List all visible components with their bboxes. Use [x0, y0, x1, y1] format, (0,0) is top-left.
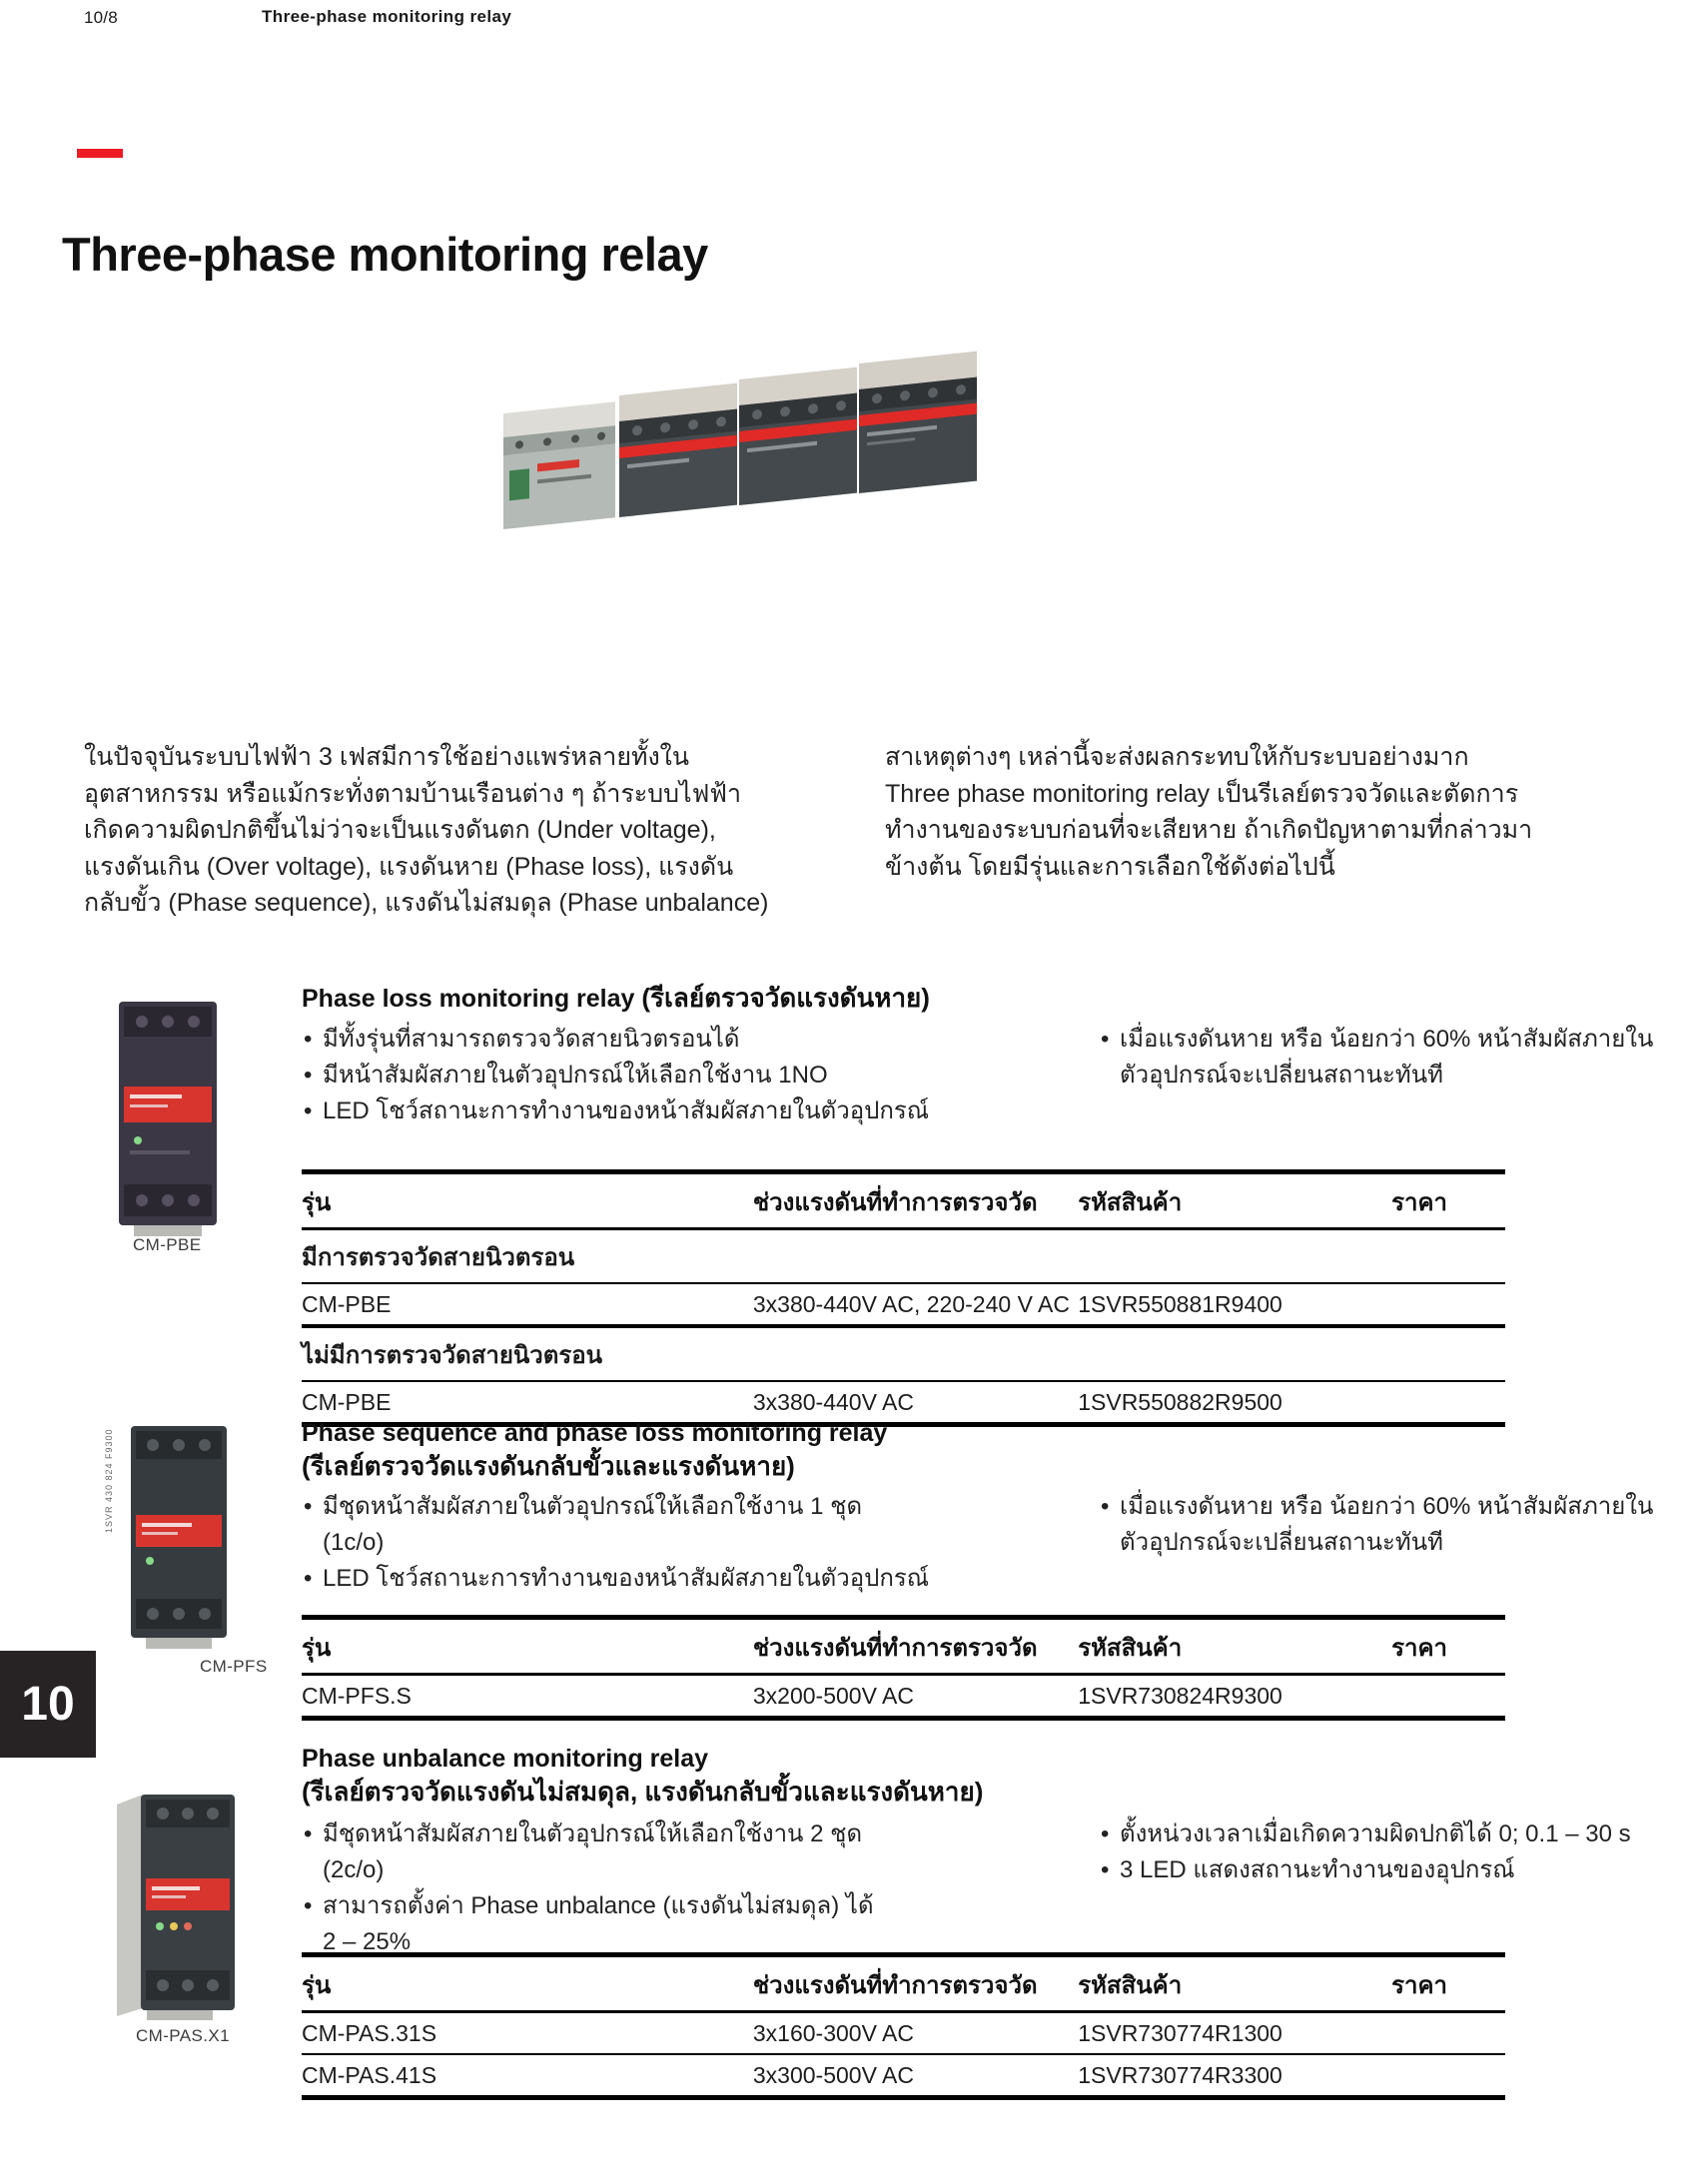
bullet-continuation: (2c/o): [323, 1856, 385, 1883]
intro-line: ทำงานของระบบก่อนที่จะเสียหาย ถ้าเกิดปัญหาตามที่กล่าวมา: [885, 816, 1533, 844]
intro-line: สาเหตุต่างๆ เหล่านี้จะส่งผลกระทบให้กับระบบอย่างมาก: [885, 743, 1469, 771]
bullet-item: • 3 LED แสดงสถานะทำงานของอุปกรณ์: [1099, 1852, 1631, 1888]
col-header-code: รหัสสินค้า: [1078, 1972, 1183, 1999]
table-header-row: [302, 1172, 1505, 1229]
section-title-th: (รีเลย์ตรวจวัดแรงดันกลับขั้วและแรงดันหาย): [302, 1451, 795, 1481]
phase-loss-table: [302, 1169, 1505, 1427]
section-phase-unbalance: [0, 1743, 1696, 2088]
product-photo-cm-pas: [113, 1791, 239, 2027]
col-header-range: ช่วงแรงดันที่ทำการตรวจวัด: [752, 1972, 1038, 1999]
col-header-price: ราคา: [1391, 1635, 1447, 1662]
page-number: 10/8: [84, 8, 118, 27]
bullet-item: • มีทั้งรุ่นที่สามารถตรวจวัดสายนิวตรอนได้: [302, 1022, 929, 1058]
table-row: [302, 2054, 1505, 2098]
col-header-code: รหัสสินค้า: [1078, 1635, 1183, 1662]
product-label: CM-PFS: [200, 1657, 268, 1676]
col-header-model: รุ่น: [302, 1972, 332, 1999]
product-label: CM-PAS.X1: [136, 2026, 230, 2045]
bullet-item: • LED โชว์สถานะการทำงานของหน้าสัมผัสภายในตัวอุปกรณ์: [302, 1561, 929, 1597]
cell-model: CM-PBE: [302, 1291, 392, 1317]
phase-unbalance-table: [302, 1952, 1505, 2100]
relay-group-photo: [451, 336, 999, 529]
cell-code: 1SVR550882R9500: [1078, 1389, 1282, 1415]
section-phase-sequence: [0, 1417, 1696, 1717]
intro-line: กลับขั้ว (Phase sequence), แรงดันไม่สมดุล (Phase unbalance): [84, 889, 769, 917]
intro-line: เกิดความผิดปกติขึ้นไม่ว่าจะเป็นแรงดันตก (Under voltage),: [84, 816, 716, 844]
feature-bullets-left: [302, 1022, 929, 1129]
col-header-model: รุ่น: [302, 1189, 332, 1216]
section-title-en: Phase unbalance monitoring relay: [302, 1745, 709, 1773]
col-header-model: รุ่น: [302, 1635, 332, 1662]
product-label: CM-PBE: [133, 1235, 202, 1254]
section-heading: [302, 982, 930, 1016]
bullet-continuation: ตัวอุปกรณ์จะเปลี่ยนสถานะทันที: [1120, 1062, 1443, 1089]
bullet-item: • LED โชว์สถานะการทำงานของหน้าสัมผัสภายในตัวอุปกรณ์: [302, 1093, 929, 1129]
table-group-row: [302, 1326, 1505, 1381]
product-photo-cm-pfs: [126, 1423, 232, 1656]
bullet-item: • มีหน้าสัมผัสภายในตัวอุปกรณ์ให้เลือกใช้งาน 1NO: [302, 1058, 929, 1093]
feature-bullets-right: [1099, 1817, 1631, 1888]
bullet-continuation: (1c/o): [323, 1529, 385, 1556]
cell-range: 3x380-440V AC: [752, 1389, 914, 1415]
col-header-code: รหัสสินค้า: [1078, 1189, 1183, 1216]
cell-model: CM-PBE: [302, 1389, 392, 1415]
col-header-price: ราคา: [1391, 1189, 1447, 1216]
group-label: มีการตรวจวัดสายนิวตรอน: [302, 1244, 575, 1271]
group-label: ไม่มีการตรวจวัดสายนิวตรอน: [302, 1342, 603, 1369]
cell-range: 3x380-440V AC, 220-240 V AC: [752, 1291, 1070, 1317]
section-heading: [302, 1743, 983, 1809]
bullet-item: • เมื่อแรงดันหาย หรือ น้อยกว่า 60% หน้าสัมผัสภายใน: [1099, 1022, 1653, 1058]
bullet-continuation: ตัวอุปกรณ์จะเปลี่ยนสถานะทันที: [1120, 1529, 1443, 1556]
section-title-en: Phase sequence and phase loss monitoring relay: [302, 1419, 888, 1447]
intro-line: ในปัจจุบันระบบไฟฟ้า 3 เฟสมีการใช้อย่างแพร่หลายทั้งใน: [84, 743, 689, 771]
bullet-item: • มีชุดหน้าสัมผัสภายในตัวอุปกรณ์ให้เลือกใช้งาน 1 ชุด: [302, 1489, 929, 1525]
phase-sequence-table: [302, 1615, 1505, 1721]
bullet-item: • เมื่อแรงดันหาย หรือ น้อยกว่า 60% หน้าสัมผัสภายใน: [1099, 1489, 1653, 1525]
cell-range: 3x300-500V AC: [752, 2062, 914, 2088]
intro-paragraph-right: [885, 739, 1532, 885]
section-heading: [302, 1417, 887, 1483]
red-accent-dash: [77, 149, 123, 158]
table-row: [302, 1675, 1505, 1719]
col-header-range: ช่วงแรงดันที่ทำการตรวจวัด: [752, 1189, 1038, 1216]
feature-bullets-right: [1099, 1022, 1653, 1093]
table-group-row: [302, 1229, 1505, 1284]
bullet-item: • ตั้งหน่วงเวลาเมื่อเกิดความผิดปกติได้ 0; 0.1 – 30 s: [1099, 1817, 1631, 1852]
cell-model: CM-PAS.31S: [302, 2020, 437, 2046]
bullet-item: • สามารถตั้งค่า Phase unbalance (แรงดันไม่สมดุล) ได้: [302, 1888, 874, 1924]
product-photo-cm-pbe: [112, 999, 224, 1243]
running-header-title: Three-phase monitoring relay: [262, 7, 512, 26]
table-row: [302, 1283, 1505, 1326]
cell-price: [1354, 1675, 1505, 1719]
page-title: Three-phase monitoring relay: [62, 228, 708, 282]
cell-code: 1SVR730824R9300: [1078, 1683, 1282, 1709]
section-title-th: (รีเลย์ตรวจวัดแรงดันไม่สมดุล, แรงดันกลับขั้วและแรงดันหาย): [302, 1777, 984, 1807]
feature-bullets-left: [302, 1489, 929, 1597]
intro-line: Three phase monitoring relay เป็นรีเลย์ตรวจวัดและตัดการ: [885, 779, 1519, 808]
cell-price: [1354, 2054, 1505, 2098]
chapter-tab: 10: [0, 1651, 96, 1758]
cell-code: 1SVR550881R9400: [1078, 1291, 1282, 1317]
table-header-row: [302, 1618, 1505, 1675]
section-title-en: Phase loss monitoring relay: [302, 985, 635, 1013]
intro-paragraph-left: [84, 739, 768, 922]
table-row: [302, 2012, 1505, 2055]
cell-range: 3x200-500V AC: [752, 1683, 914, 1709]
bullet-continuation: 2 – 25%: [323, 1928, 412, 1955]
cell-price: [1354, 1283, 1505, 1326]
cell-model: CM-PAS.41S: [302, 2062, 437, 2088]
section-title-th: (รีเลย์ตรวจวัดแรงดันหาย): [641, 983, 930, 1013]
cell-model: CM-PFS.S: [302, 1683, 412, 1709]
cell-code: 1SVR730774R1300: [1078, 2020, 1282, 2046]
col-header-price: ราคา: [1391, 1972, 1447, 1999]
feature-bullets-right: [1099, 1489, 1653, 1561]
bullet-item: • มีชุดหน้าสัมผัสภายในตัวอุปกรณ์ให้เลือกใช้งาน 2 ชุด: [302, 1817, 874, 1852]
intro-line: แรงดันเกิน (Over voltage), แรงดันหาย (Phase loss), แรงดัน: [84, 852, 734, 881]
cell-range: 3x160-300V AC: [752, 2020, 914, 2046]
table-header-row: [302, 1955, 1505, 2012]
section-phase-loss: [0, 982, 1696, 1417]
feature-bullets-left: [302, 1817, 874, 1960]
col-header-range: ช่วงแรงดันที่ทำการตรวจวัด: [752, 1635, 1038, 1662]
photo-side-code: 1SVR 430 824 F9300: [104, 1428, 114, 1533]
intro-line: ข้างต้น โดยมีรุ่นและการเลือกใช้ดังต่อไปนี้: [885, 852, 1335, 881]
cell-price: [1354, 2012, 1505, 2055]
cell-code: 1SVR730774R3300: [1078, 2062, 1282, 2088]
intro-line: อุตสาหกรรม หรือแม้กระทั่งตามบ้านเรือนต่าง ๆ ถ้าระบบไฟฟ้า: [84, 779, 742, 808]
hero-product-photo: [451, 336, 999, 529]
